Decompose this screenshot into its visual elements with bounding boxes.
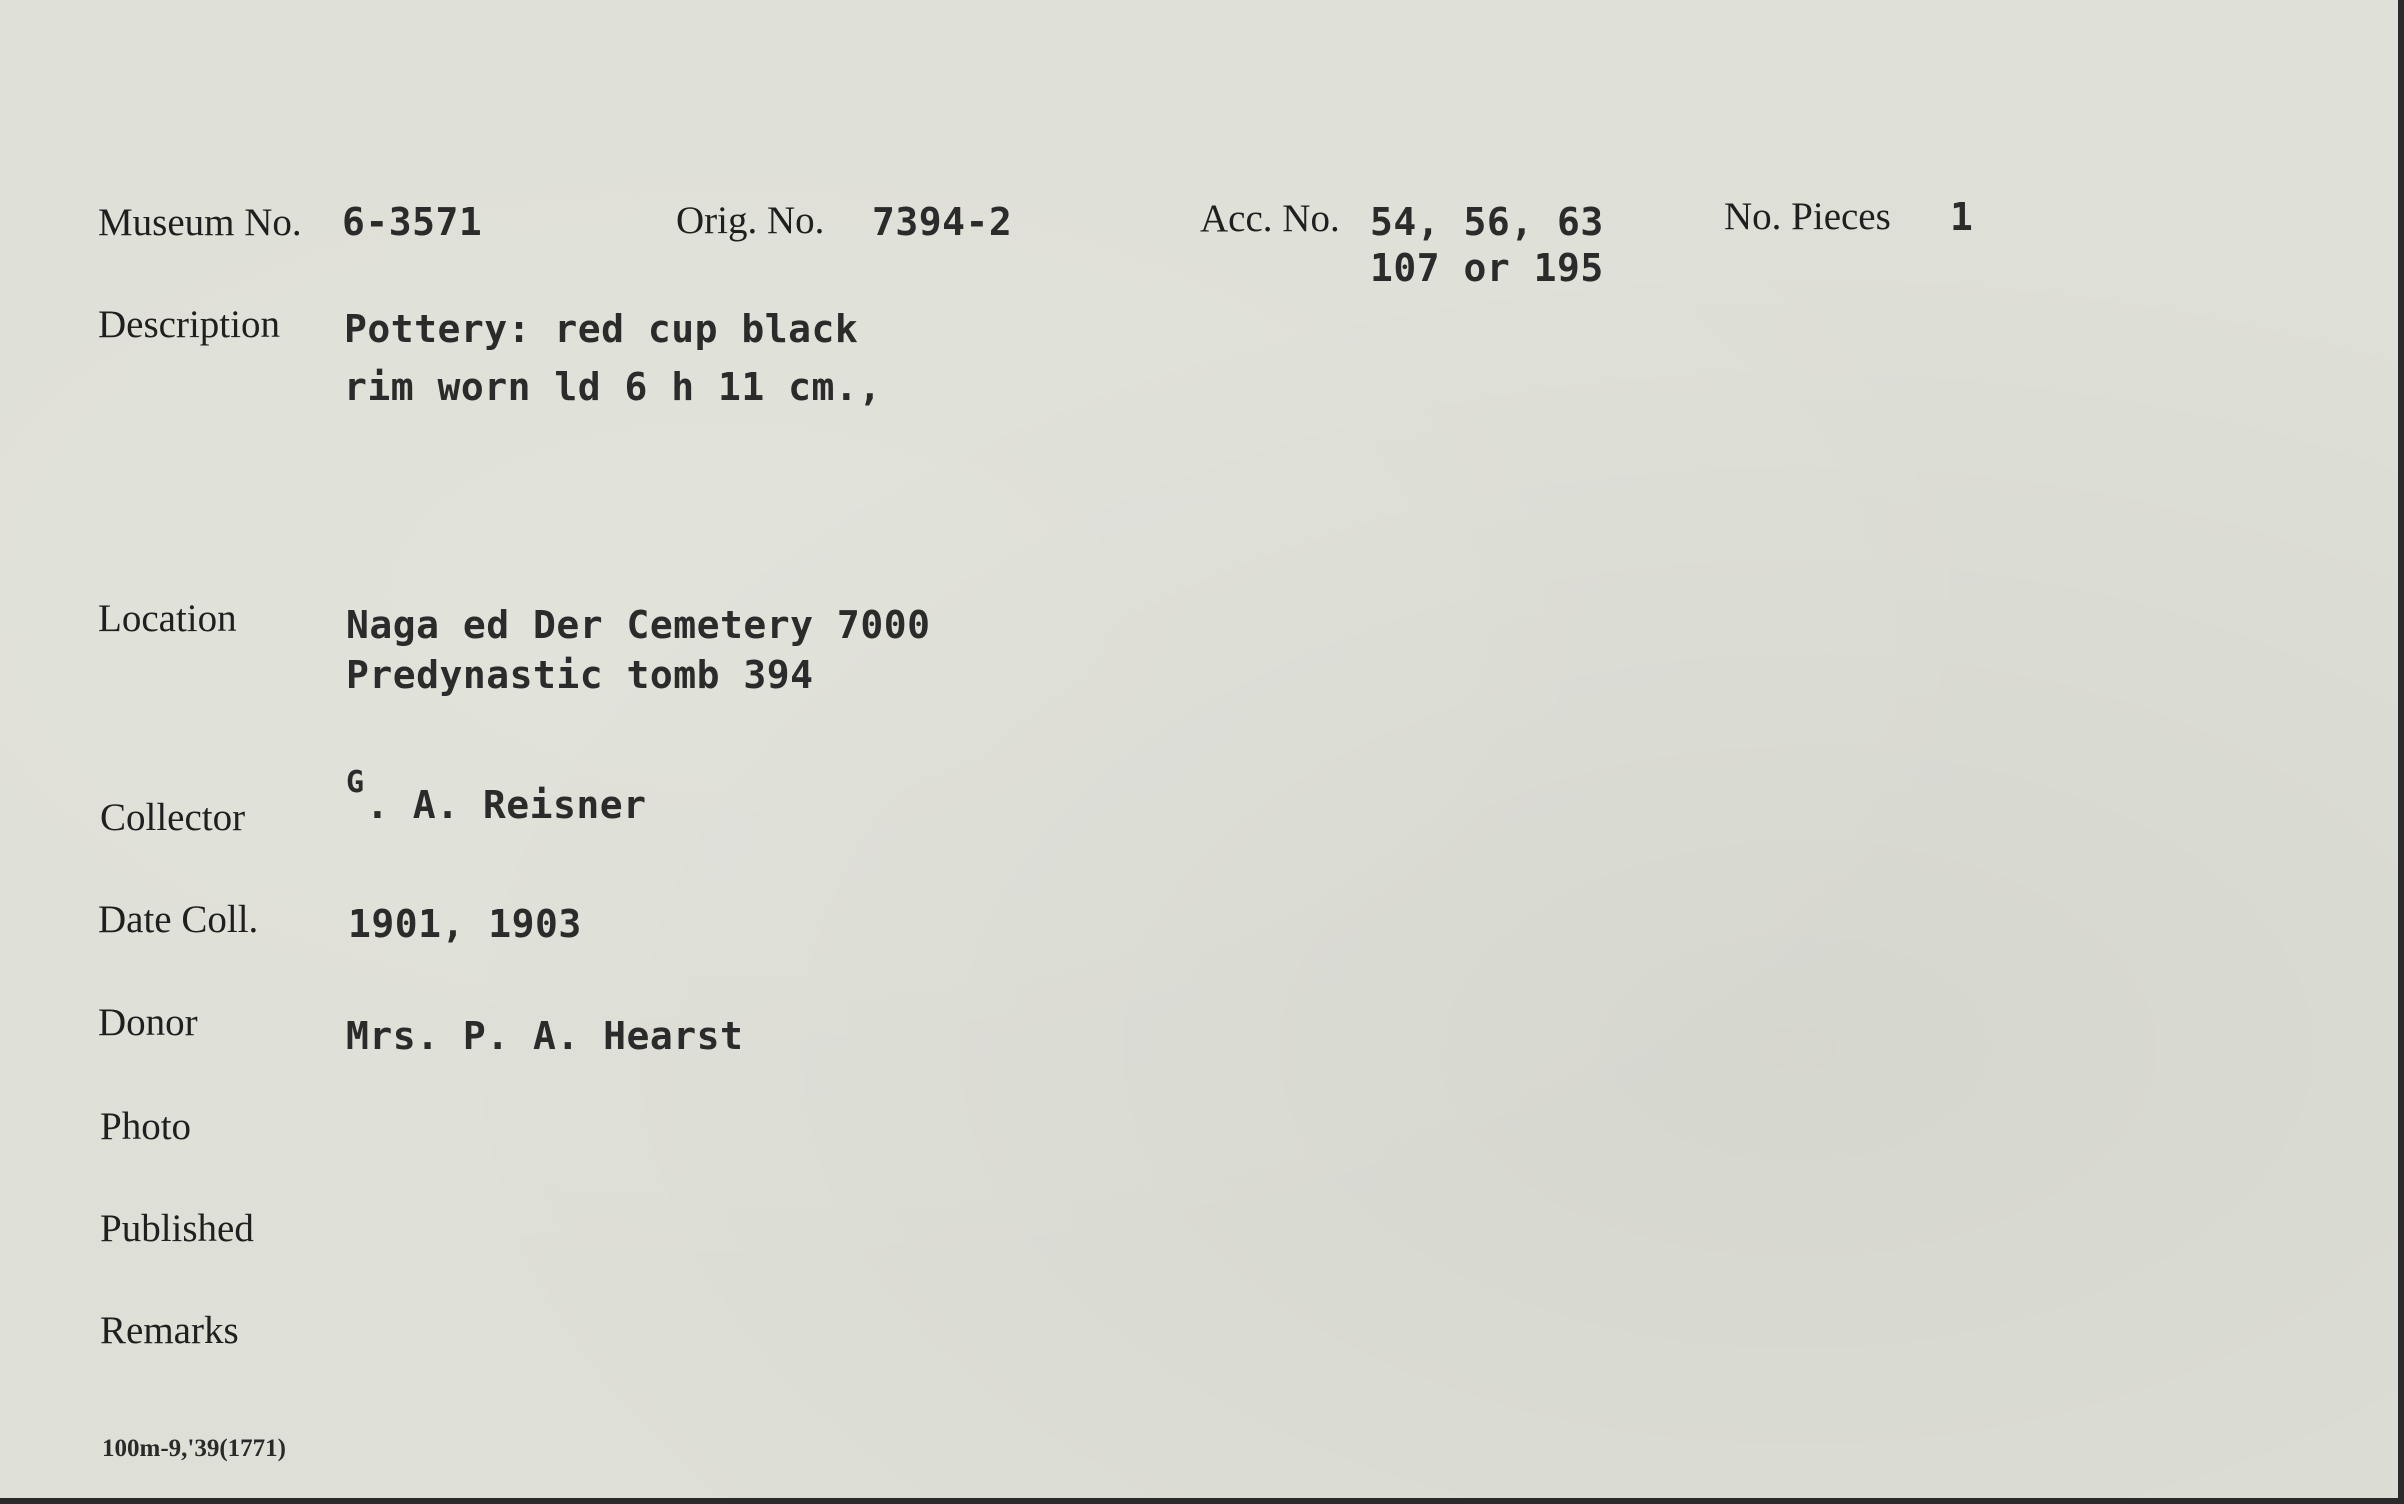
location-line-1: Naga ed Der Cemetery 7000: [346, 603, 931, 647]
orig-no-label: Orig. No.: [676, 199, 825, 242]
photo-label: Photo: [100, 1105, 192, 1148]
date-coll-value: 1901, 1903: [348, 902, 582, 946]
acc-no-line-2: 107 or 195: [1370, 246, 1604, 290]
no-pieces-value: 1: [1950, 195, 1974, 239]
location-value: [346, 600, 930, 700]
acc-no-line-1: 54, 56, 63: [1370, 200, 1604, 244]
remarks-label: Remarks: [100, 1309, 239, 1352]
collector-label: Collector: [100, 796, 246, 839]
location-line-2: Predynastic tomb 394: [346, 653, 814, 697]
orig-no-value: 7394-2: [872, 200, 1013, 244]
description-line-1: Pottery: red cup black: [344, 307, 859, 351]
description-value: [344, 300, 882, 416]
acc-no-value: [1370, 199, 1604, 291]
no-pieces-label: No. Pieces: [1724, 195, 1891, 238]
date-coll-label: Date Coll.: [98, 898, 259, 941]
description-label: Description: [98, 303, 280, 346]
print-code: 100m-9,'39(1771): [102, 1435, 286, 1462]
collector-value: . A. Reisner: [366, 783, 647, 827]
collector-initial: G: [346, 765, 365, 800]
description-line-2: rim worn ld 6 h 11 cm.,: [344, 365, 882, 409]
location-label: Location: [98, 597, 237, 640]
donor-value: Mrs. P. A. Hearst: [346, 1014, 744, 1058]
museum-no-value: 6-3571: [342, 200, 483, 244]
donor-label: Donor: [98, 1001, 198, 1044]
museum-no-label: Museum No.: [98, 201, 302, 244]
published-label: Published: [100, 1207, 254, 1250]
acc-no-label: Acc. No.: [1200, 197, 1340, 240]
